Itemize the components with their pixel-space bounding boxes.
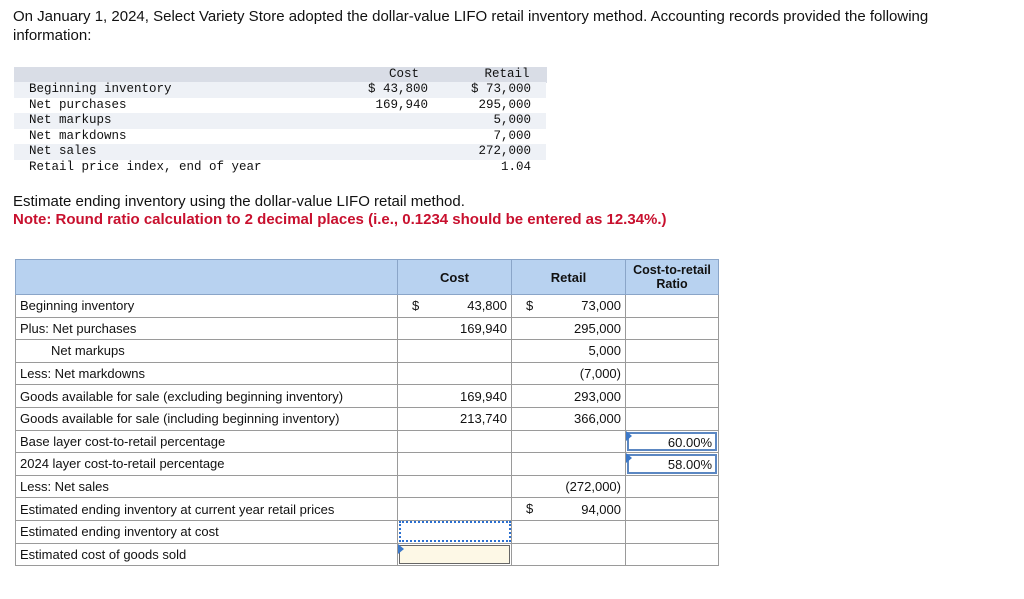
row-label: Estimated ending inventory at cost	[16, 520, 398, 543]
table-row	[16, 295, 719, 318]
given-row-label: Net markdowns	[29, 128, 127, 143]
header-ratio: Cost-to-retail Ratio	[626, 260, 719, 295]
ratio-cell	[626, 475, 719, 498]
given-col-cost: Cost	[388, 67, 419, 81]
retail-cell	[512, 295, 626, 318]
table-row	[16, 385, 719, 408]
table-row	[16, 453, 719, 476]
header-cost: Cost	[398, 260, 512, 295]
cost-cell	[398, 340, 512, 363]
row-label: Net markups	[16, 340, 398, 363]
ratio-cell	[626, 340, 719, 363]
row-label: Goods available for sale (excluding beginning inventory)	[16, 385, 398, 408]
given-col-retail: Retail	[467, 67, 547, 83]
header-retail: Retail	[512, 260, 626, 295]
row-label: Less: Net sales	[16, 475, 398, 498]
given-data-table	[14, 67, 546, 175]
given-row-cost: 169,940	[375, 97, 428, 112]
worksheet-table	[15, 259, 719, 566]
given-row-retail: 5,000	[493, 113, 531, 127]
answer-marker-icon	[626, 431, 632, 441]
ratio-cell	[626, 385, 719, 408]
table-row	[16, 475, 719, 498]
given-row-retail: 272,000	[478, 144, 531, 158]
row-label: Beginning inventory	[16, 295, 398, 318]
cost-cell: 169,940	[398, 385, 512, 408]
row-label: Estimated cost of goods sold	[16, 543, 398, 566]
retail-cell: 366,000	[512, 407, 626, 430]
given-row-cost: $ 43,800	[367, 82, 428, 96]
answer-marker-icon	[626, 453, 632, 463]
answer-marker-icon	[398, 544, 404, 554]
given-row-label: Retail price index, end of year	[29, 159, 262, 174]
given-row	[14, 82, 546, 98]
retail-value: 94,000	[581, 501, 621, 517]
cost-cell: 213,740	[398, 407, 512, 430]
row-label: Less: Net markdowns	[16, 362, 398, 385]
cost-cell: 169,940	[398, 317, 512, 340]
layer-ratio-input[interactable]: 58.00%	[627, 454, 717, 474]
retail-cell	[512, 520, 626, 543]
given-row	[14, 144, 546, 160]
dollar-sign: $	[412, 298, 420, 313]
given-row-label: Net sales	[29, 144, 97, 158]
cost-cell	[398, 453, 512, 476]
retail-cell	[512, 453, 626, 476]
retail-cell	[512, 543, 626, 566]
base-ratio-input[interactable]: 60.00%	[627, 432, 717, 452]
table-row	[16, 498, 719, 521]
ratio-cell	[626, 295, 719, 318]
cost-cell	[398, 362, 512, 385]
given-row-retail: 295,000	[478, 97, 531, 112]
ratio-cell	[626, 430, 719, 453]
retail-cell: (272,000)	[512, 475, 626, 498]
table-row	[16, 430, 719, 453]
rounding-note: Note: Round ratio calculation to 2 decimal places (i.e., 0.1234 should be entered as 12.34%.)	[13, 211, 667, 228]
cost-cell	[398, 498, 512, 521]
table-row	[16, 317, 719, 340]
ratio-cell	[626, 407, 719, 430]
instruction-text: Estimate ending inventory using the dollar-value LIFO retail method.	[13, 193, 465, 210]
cost-cell	[398, 430, 512, 453]
row-label: Goods available for sale (including beginning inventory)	[16, 407, 398, 430]
row-label: Plus: Net purchases	[16, 317, 398, 340]
cost-value: 43,800	[467, 298, 507, 314]
ending-inventory-cost-input[interactable]	[398, 520, 512, 543]
given-row	[14, 160, 546, 176]
header-blank	[16, 260, 398, 295]
dollar-sign: $	[526, 501, 534, 517]
retail-value: 73,000	[581, 298, 621, 314]
cost-of-goods-sold-cell	[398, 543, 512, 566]
given-row-retail: $ 73,000	[470, 82, 531, 96]
given-row-retail: 7,000	[493, 128, 531, 143]
ratio-cell	[626, 362, 719, 385]
given-row-label: Net markups	[29, 113, 112, 127]
retail-cell: 295,000	[512, 317, 626, 340]
table-row	[16, 407, 719, 430]
row-label: 2024 layer cost-to-retail percentage	[16, 453, 398, 476]
table-row	[16, 543, 719, 566]
ratio-cell	[626, 498, 719, 521]
cost-cell	[398, 295, 512, 318]
given-row	[14, 113, 546, 129]
table-row	[16, 520, 719, 543]
table-row	[16, 362, 719, 385]
ratio-cell	[626, 543, 719, 566]
problem-intro: On January 1, 2024, Select Variety Store adopted the dollar-value LIFO retail inventory method. Accounting records provided the following information:	[13, 8, 929, 44]
given-row-retail: 1.04	[500, 159, 531, 174]
given-row-label: Beginning inventory	[29, 82, 172, 96]
table-row	[16, 340, 719, 363]
cost-of-goods-sold-input[interactable]	[399, 545, 510, 565]
retail-cell: 5,000	[512, 340, 626, 363]
given-row	[14, 98, 546, 114]
ratio-cell	[626, 453, 719, 476]
ratio-cell	[626, 317, 719, 340]
retail-cell: (7,000)	[512, 362, 626, 385]
given-row	[14, 129, 546, 145]
cost-cell	[398, 475, 512, 498]
retail-cell	[512, 430, 626, 453]
given-header-row	[14, 67, 546, 82]
ratio-cell	[626, 520, 719, 543]
worksheet-header-row	[16, 260, 719, 295]
dollar-sign: $	[526, 298, 534, 313]
row-label: Estimated ending inventory at current year retail prices	[16, 498, 398, 521]
retail-cell	[512, 498, 626, 521]
row-label: Base layer cost-to-retail percentage	[16, 430, 398, 453]
retail-cell: 293,000	[512, 385, 626, 408]
given-row-label: Net purchases	[29, 97, 127, 112]
